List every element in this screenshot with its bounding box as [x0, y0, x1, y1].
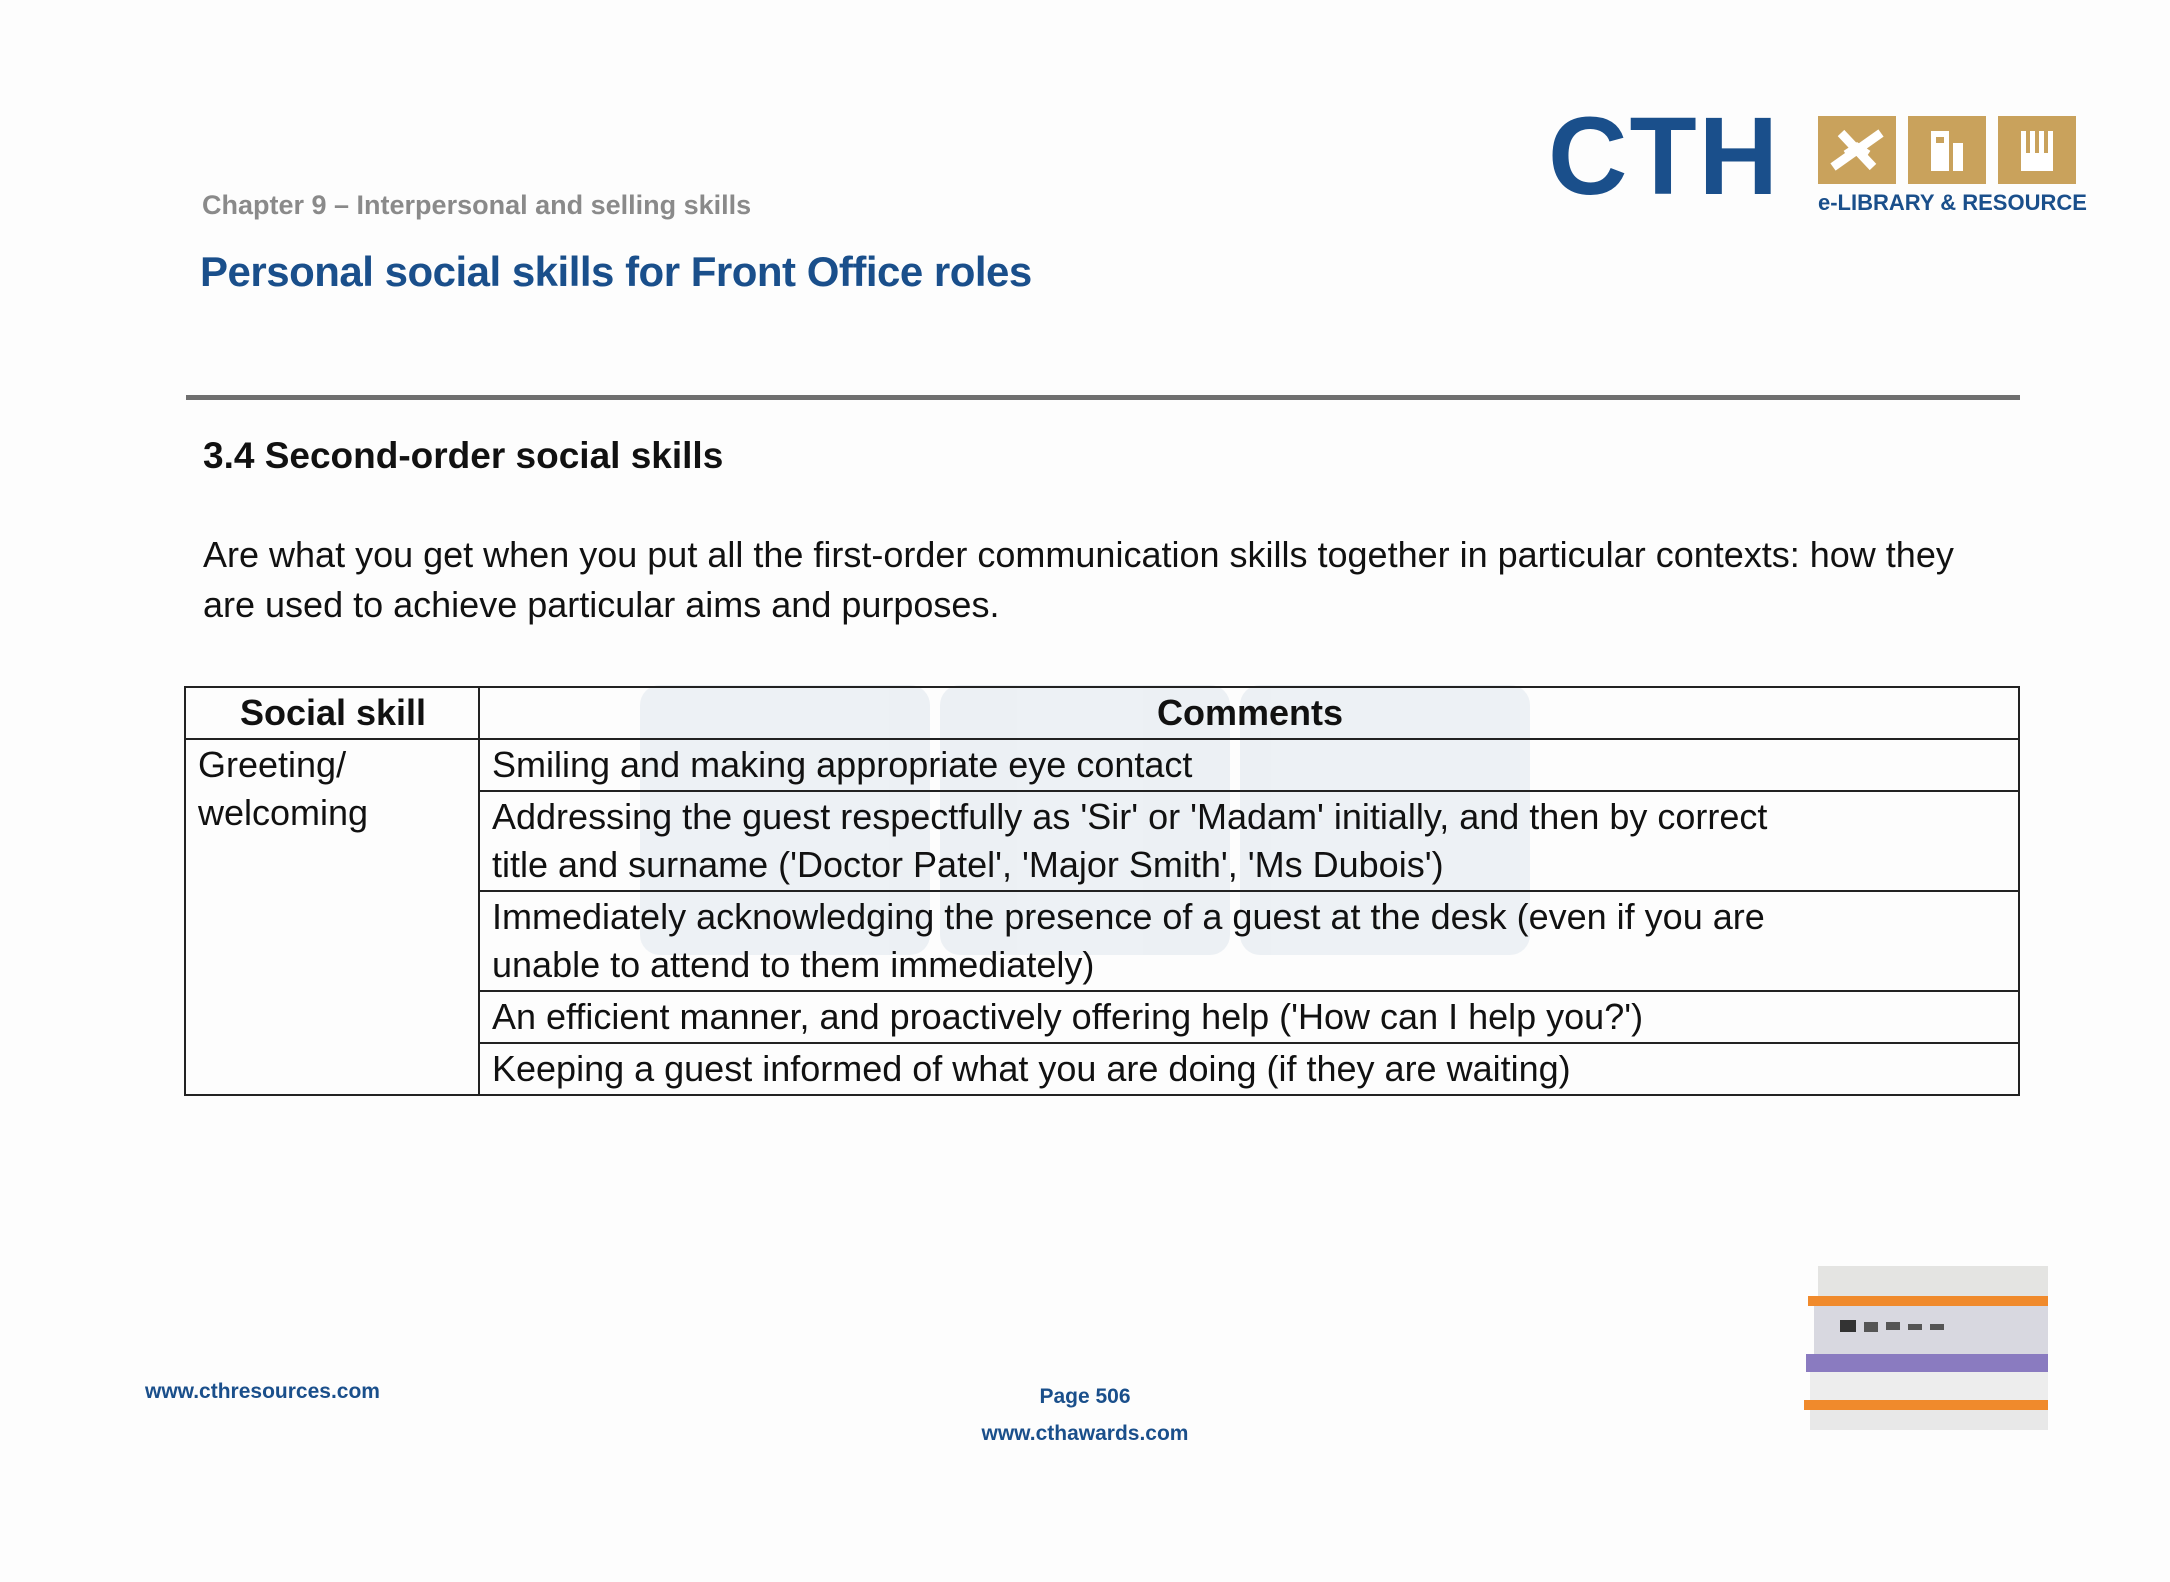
comment-cell: Addressing the guest respectfully as 'Sir' or 'Madam' initially, and then by correct title and surname ('Doctor Patel', 'Major Smith', 'Ms Dubois'): [479, 791, 2019, 891]
page-number: Page 506: [1039, 1385, 1131, 1408]
logo-tiles: [1818, 116, 2076, 184]
column-header: Social skill: [185, 687, 479, 739]
plane-icon: [1818, 116, 1896, 184]
social-skills-table: [184, 686, 2020, 1096]
comment-cell: An efficient manner, and proactively offering help ('How can I help you?'): [479, 991, 2019, 1043]
page-title: Personal social skills for Front Office roles: [200, 248, 1032, 295]
column-header: Comments: [479, 687, 2019, 739]
cth-logo: [1548, 95, 2087, 222]
footer-awards-link[interactable]: www.cthawards.com: [981, 1422, 1189, 1445]
logo-subtitle: e-LIBRARY & RESOURCE: [1818, 190, 2087, 215]
table-header-row: [185, 687, 2019, 739]
footer-resources-link[interactable]: www.cthresources.com: [145, 1380, 380, 1403]
comment-cell: Keeping a guest informed of what you are doing (if they are waiting): [479, 1043, 2019, 1095]
section-heading: 3.4 Second-order social skills: [203, 435, 724, 476]
comment-cell: Immediately acknowledging the presence of a guest at the desk (even if you are unable to attend to them immediately): [479, 891, 2019, 991]
hotel-icon: [1908, 116, 1986, 184]
fork-icon: [1998, 116, 2076, 184]
comment-cell: Smiling and making appropriate eye contact: [479, 739, 2019, 791]
skill-cell: Greeting/ welcoming: [185, 739, 479, 1095]
chapter-label: Chapter 9 – Interpersonal and selling skills: [202, 190, 752, 220]
header-divider: [186, 395, 2020, 400]
table-row: [185, 739, 2019, 791]
logo-text: CTH: [1548, 95, 1781, 218]
intro-paragraph: Are what you get when you put all the first-order communication skills together in particular contexts: how they are used to achieve particular aims and purposes.: [203, 534, 1954, 625]
